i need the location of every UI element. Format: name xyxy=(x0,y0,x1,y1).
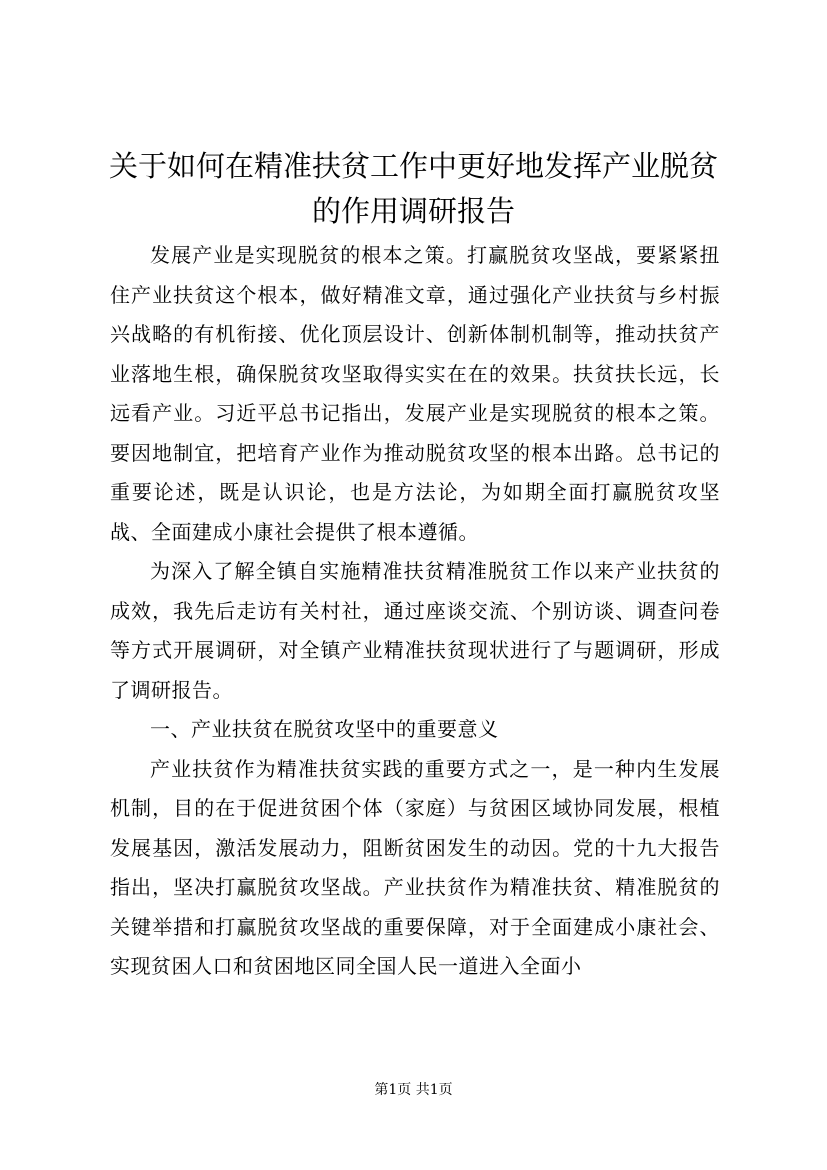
paragraph-2: 为深入了解全镇自实施精准扶贫精准脱贫工作以来产业扶贫的成效，我先后走访有关村社，通过座谈交流、个别访谈、调查问卷等方式开展调研，对全镇产业精准扶贫现状进行了与题调研，形成了调研报告。 xyxy=(110,559,720,702)
document-body xyxy=(110,236,720,987)
page-number-footer: 第1页 共1页 xyxy=(374,1082,453,1098)
paragraph-1: 发展产业是实现脱贫的根本之策。打赢脱贫攻坚战，要紧紧扭住产业扶贫这个根本，做好精准文章，通过强化产业扶贫与乡村振兴战略的有机衔接、优化顶层设计、创新体制机制等，推动扶贫产业落地生根，确保脱贫攻坚取得实实在在的效果。扶贫扶长远，长远看产业。习近平总书记指出，发展产业是实现脱贫的根本之策。要因地制宜，把培育产业作为推动脱贫攻坚的根本出路。总书记的重要论述，既是认识论，也是方法论，为如期全面打赢脱贫攻坚战、全面建成小康社会提供了根本遵循。 xyxy=(110,243,720,544)
section-heading: 一、产业扶贫在脱贫攻坚中的重要意义 xyxy=(150,717,499,741)
section-paragraph: 产业扶贫作为精准扶贫实践的重要方式之一，是一种内生发展机制，目的在于促进贫困个体（家庭）与贫困区域协同发展，根植发展基因，激活发展动力，阻断贫困发生的动因。党的十九大报告指出，坚决打赢脱贫攻坚战。产业扶贫作为精准扶贫、精准脱贫的关键举措和打赢脱贫攻坚战的重要保障，对于全面建成小康社会、实现贫困人口和贫困地区同全国人民一道进入全面小 xyxy=(110,756,720,978)
document-title: 关于如何在精准扶贫工作中更好地发挥产业脱贫的作用调研报告 xyxy=(108,149,718,228)
